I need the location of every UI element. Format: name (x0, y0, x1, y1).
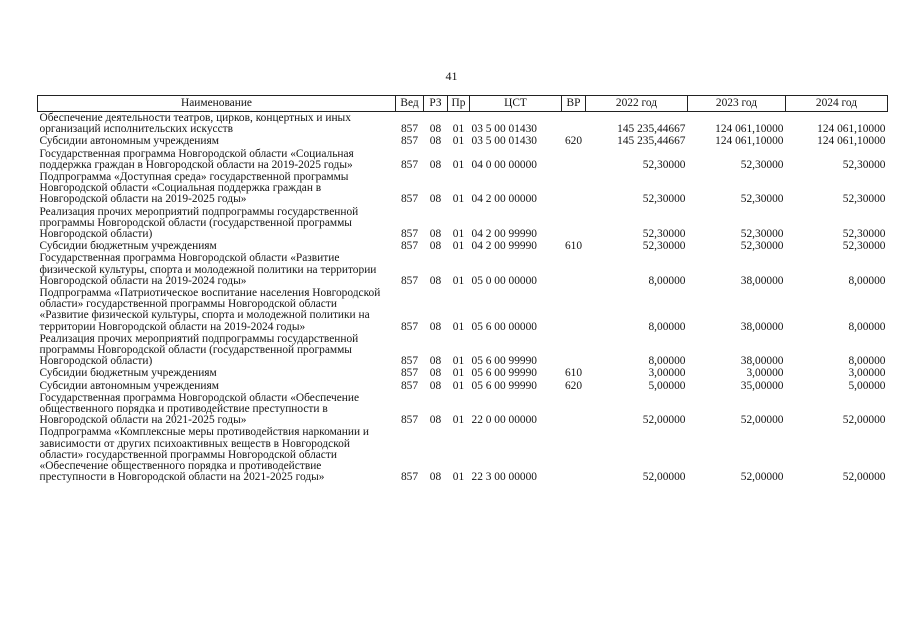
table-row (38, 240, 888, 252)
table-row (38, 171, 888, 206)
row-pr-cell: 01 (452, 367, 465, 380)
row-cst-cell: 22 0 00 00000 (471, 414, 537, 427)
row-pr-cell: 01 (452, 135, 465, 148)
row-vr-cell (562, 171, 586, 206)
table-row (38, 426, 888, 483)
row-name-cell: Реализация прочих мероприятий подпрограммы государственной программы Новгородской области (государственной программы Новгородской области) (39, 332, 359, 368)
row-name-cell: Государственная программа Новгородской области «Обеспечение общественного порядка и противодействие преступности в Новгородской области на 2021-2025 годы» (39, 391, 360, 427)
row-vr-cell (562, 206, 586, 241)
row-pr-cell: 01 (452, 320, 465, 333)
row-name-cell: Субсидии автономным учреждениям (39, 379, 219, 392)
row-vr-cell (562, 392, 586, 427)
row-cst-cell: 05 6 00 00000 (471, 320, 537, 333)
row-2024-cell: 3,00000 (848, 367, 886, 380)
row-rz-cell: 08 (429, 379, 442, 392)
row-rz-cell: 08 (429, 471, 442, 484)
row-ved-cell: 857 (400, 158, 419, 171)
row-vr-cell: 620 (564, 135, 583, 148)
row-name-cell: Субсидии бюджетным учреждениям (39, 367, 217, 380)
row-2023-cell: 35,00000 (740, 379, 784, 392)
row-cst-cell: 05 6 00 99990 (471, 379, 537, 392)
row-cst-cell: 05 0 00 00000 (471, 274, 537, 287)
table-row (38, 206, 888, 241)
row-pr-cell: 01 (452, 355, 465, 368)
row-2023-cell: 52,00000 (740, 471, 784, 484)
row-pr-cell: 01 (452, 414, 465, 427)
row-pr-cell: 01 (452, 193, 465, 206)
row-pr-cell: 01 (452, 240, 465, 253)
row-2024-cell: 5,00000 (848, 379, 886, 392)
header-row (38, 96, 888, 112)
header-pr: Пр (448, 96, 470, 112)
row-cst-cell: 04 2 00 99990 (471, 228, 537, 241)
row-rz-cell: 08 (429, 240, 442, 253)
row-2022-cell: 8,00000 (648, 274, 686, 287)
row-2024-cell: 52,30000 (842, 240, 886, 253)
row-2023-cell: 52,00000 (740, 414, 784, 427)
row-2022-cell: 145 235,44667 (617, 135, 686, 148)
row-name-cell: Подпрограмма «Доступная среда» государственной программы Новгородской области «Социальная поддержка граждан в Новгородской области на 2019-2025 годы» (39, 171, 349, 206)
row-name-cell: Государственная программа Новгородской области «Развитие физической культуры, спорта и молодежной политики на территории Новгородской области на 2019-2024 годы» (39, 252, 377, 287)
row-2023-cell: 52,30000 (740, 228, 784, 241)
row-vr-cell: 610 (564, 367, 583, 380)
row-ved-cell: 857 (400, 193, 419, 206)
row-2023-cell: 52,30000 (740, 193, 784, 206)
row-vr-cell: 620 (564, 379, 583, 392)
row-pr-cell: 01 (452, 123, 465, 136)
budget-table (37, 95, 888, 484)
row-vr-cell (562, 287, 586, 333)
table-row (38, 367, 888, 379)
row-cst-cell: 22 3 00 00000 (471, 471, 537, 484)
row-2023-cell: 124 061,10000 (715, 123, 784, 136)
row-2024-cell: 52,00000 (842, 471, 886, 484)
row-ved-cell: 857 (400, 123, 419, 136)
row-2024-cell: 52,30000 (842, 228, 886, 241)
row-rz-cell: 08 (429, 135, 442, 148)
row-2023-cell: 38,00000 (740, 274, 784, 287)
row-2022-cell: 3,00000 (648, 367, 686, 380)
row-name-cell: Государственная программа Новгородской области «Социальная поддержка граждан в Новгородской области на 2019-2025 годы» (39, 147, 354, 171)
row-ved-cell: 857 (400, 135, 419, 148)
row-ved-cell: 857 (400, 355, 419, 368)
row-cst-cell: 04 0 00 00000 (471, 158, 537, 171)
row-rz-cell: 08 (429, 355, 442, 368)
row-2024-cell: 8,00000 (848, 274, 886, 287)
row-ved-cell: 857 (400, 320, 419, 333)
header-2022: 2022 год (586, 96, 688, 112)
row-2023-cell: 38,00000 (740, 320, 784, 333)
table-row (38, 112, 888, 136)
row-cst-cell: 03 5 00 01430 (471, 123, 537, 136)
row-pr-cell: 01 (452, 379, 465, 392)
row-ved-cell: 857 (400, 414, 419, 427)
row-rz-cell: 08 (429, 274, 442, 287)
row-cst-cell: 05 6 00 99990 (471, 355, 537, 368)
row-cst-cell: 04 2 00 99990 (471, 240, 537, 253)
row-ved-cell: 857 (400, 240, 419, 253)
row-2022-cell: 8,00000 (648, 355, 686, 368)
table-row (38, 148, 888, 171)
table-row (38, 135, 888, 147)
row-rz-cell: 08 (429, 123, 442, 136)
row-vr-cell (562, 333, 586, 368)
table-row (38, 287, 888, 333)
table-row (38, 252, 888, 287)
row-vr-cell: 610 (564, 240, 583, 253)
row-rz-cell: 08 (429, 193, 442, 206)
table-row (38, 392, 888, 427)
row-2024-cell: 52,30000 (842, 158, 886, 171)
table-row (38, 380, 888, 392)
row-pr-cell: 01 (452, 274, 465, 287)
row-cst-cell: 03 5 00 01430 (471, 135, 537, 148)
row-rz-cell: 08 (429, 158, 442, 171)
row-2024-cell: 52,30000 (842, 193, 886, 206)
row-2022-cell: 8,00000 (648, 320, 686, 333)
row-2022-cell: 145 235,44667 (617, 123, 686, 136)
table-header (38, 96, 888, 112)
row-ved-cell: 857 (400, 228, 419, 241)
header-vr: ВР (562, 96, 586, 112)
row-2023-cell: 38,00000 (740, 355, 784, 368)
row-2024-cell: 52,00000 (842, 414, 886, 427)
header-cst: ЦСТ (470, 96, 562, 112)
row-2022-cell: 5,00000 (648, 379, 686, 392)
header-ved: Вед (396, 96, 424, 112)
row-2024-cell: 124 061,10000 (817, 135, 886, 148)
row-2022-cell: 52,30000 (642, 193, 686, 206)
header-2024: 2024 год (786, 96, 888, 112)
row-pr-cell: 01 (452, 228, 465, 241)
row-rz-cell: 08 (429, 228, 442, 241)
row-pr-cell: 01 (452, 471, 465, 484)
row-name-cell: Обеспечение деятельности театров, цирков, концертных и иных организаций исполнительских искусств (39, 112, 351, 136)
row-2022-cell: 52,00000 (642, 471, 686, 484)
header-2023: 2023 год (688, 96, 786, 112)
row-rz-cell: 08 (429, 367, 442, 380)
row-ved-cell: 857 (400, 471, 419, 484)
row-2022-cell: 52,00000 (642, 414, 686, 427)
row-2023-cell: 52,30000 (740, 240, 784, 253)
row-cst-cell: 04 2 00 00000 (471, 193, 537, 206)
row-vr-cell (562, 426, 586, 483)
row-2024-cell: 8,00000 (848, 320, 886, 333)
row-cst-cell: 05 6 00 99990 (471, 367, 537, 380)
row-2022-cell: 52,30000 (642, 240, 686, 253)
row-2024-cell: 8,00000 (848, 355, 886, 368)
row-vr-cell (562, 148, 586, 171)
row-2022-cell: 52,30000 (642, 158, 686, 171)
row-name-cell: Реализация прочих мероприятий подпрограммы государственной программы Новгородской области (государственной программы Новгородской области) (39, 205, 359, 241)
row-2023-cell: 124 061,10000 (715, 135, 784, 148)
row-name-cell: Подпрограмма «Комплексные меры противодействия наркомании и зависимости от других психоактивных веществ в Новгородской области» государственной программы Новгородской области «Обеспечение общественного порядка и противодействие преступности в Новгородской области на 2021-2025 годы» (39, 426, 370, 484)
row-2023-cell: 3,00000 (746, 367, 784, 380)
row-ved-cell: 857 (400, 379, 419, 392)
row-name-cell: Субсидии автономным учреждениям (39, 135, 219, 148)
row-pr-cell: 01 (452, 158, 465, 171)
row-vr-cell (562, 252, 586, 287)
table-body (38, 112, 888, 484)
row-2024-cell: 124 061,10000 (817, 123, 886, 136)
row-name-cell: Подпрограмма «Патриотическое воспитание населения Новгородской области» государственной программы Новгородской области «Развитие физической культуры, спорта и молодежной политики на территории Новгородской области на 2019-2024 годы» (39, 287, 381, 333)
header-rz: РЗ (424, 96, 448, 112)
row-name-cell: Субсидии бюджетным учреждениям (39, 240, 217, 253)
row-2023-cell: 52,30000 (740, 158, 784, 171)
row-rz-cell: 08 (429, 320, 442, 333)
row-vr-cell (562, 112, 586, 136)
row-ved-cell: 857 (400, 274, 419, 287)
row-2022-cell: 52,30000 (642, 228, 686, 241)
row-rz-cell: 08 (429, 414, 442, 427)
table-row (38, 333, 888, 368)
header-name: Наименование (38, 96, 396, 112)
page-number: 41 (445, 69, 458, 83)
row-ved-cell: 857 (400, 367, 419, 380)
